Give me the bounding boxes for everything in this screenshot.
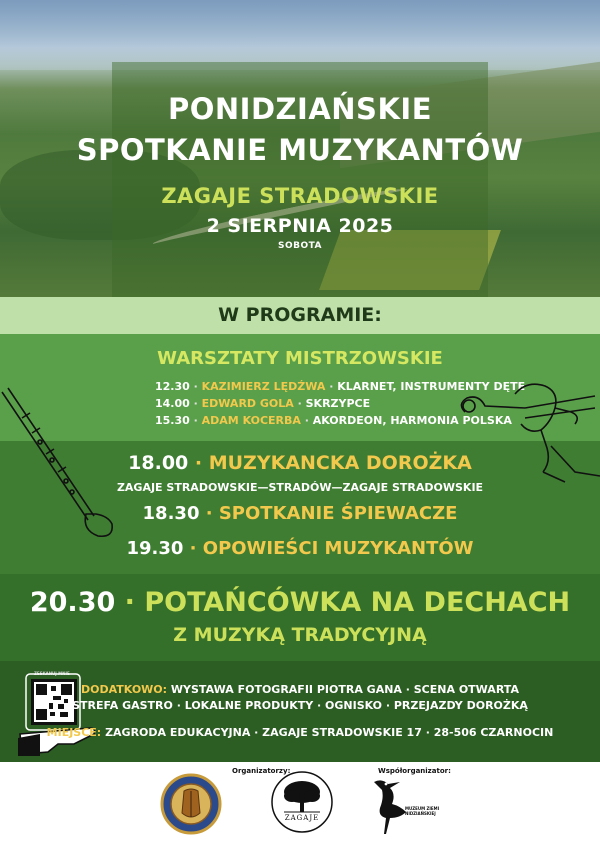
main-event-subtitle: Z MUZYKĄ TRADYCYJNĄ [173, 624, 427, 646]
event-date: 2 SIERPNIA 2025 [206, 215, 394, 237]
workshop-master: KAZIMIERZ LĘDŹWA [201, 380, 326, 393]
workshop-item: 12.30 · KAZIMIERZ LĘDŹWA · KLARNET, INSTRUMENTY DĘTE [155, 380, 526, 393]
event-row: 18.00 · MUZYKANCKA DOROŻKA [128, 452, 472, 474]
main-event-name: POTAŃCÓWKA NA DECHACH [144, 587, 571, 618]
extra-label: DODATKOWO: [81, 683, 168, 696]
event-row: 18.30 · SPOTKANIE ŚPIEWACZE [142, 503, 458, 524]
workshop-item: 14.00 · EDWARD GOLA · SKRZYPCE [155, 397, 371, 410]
carriage-route: ZAGAJE STRADOWSKIE—STRADÓW—ZAGAJE STRADOWSKIE [116, 481, 484, 494]
extra-attractions-line1 [0, 683, 600, 696]
workshop-time: 14.00 [155, 397, 190, 410]
workshop-time: 15.30 [155, 414, 190, 427]
event-place: ZAGAJE STRADOWSKIE [161, 184, 439, 208]
extra-attractions-line2: STREFA GASTRO · LOKALNE PRODUKTY · OGNISKO · PRZEJAZDY DOROŻKĄ [72, 699, 528, 712]
workshop-master: EDWARD GOLA [201, 397, 294, 410]
workshop-instrument: AKORDEON, HARMONIA POLSKA [312, 414, 512, 427]
museum-logo-text: MUZEUM ZIEMI NIDZIAŃSKIEJ [405, 806, 440, 816]
workshop-item: 15.30 · ADAM KOCERBA · AKORDEON, HARMONIA POLSKA [155, 414, 512, 427]
event-name: OPOWIEŚCI MUZYKANTÓW [202, 538, 474, 559]
zagaje-logo-text: ZAGAJE [284, 814, 320, 822]
event-day-of-week: SOBOTA [277, 241, 323, 251]
workshop-time: 12.30 [155, 380, 190, 393]
organizers-label: Organizatorzy: [232, 767, 291, 775]
qr-label: ZESKANUJ MNIE [34, 671, 70, 676]
workshops-title: WARSZTATY MISTRZOWSKIE [157, 348, 443, 369]
organizer-emblem-logo [160, 773, 222, 835]
event-name: MUZYKANCKA DOROŻKA [208, 452, 472, 474]
zagaje-logo [270, 770, 334, 834]
workshop-master: ADAM KOCERBA [201, 414, 301, 427]
location-label: MIEJSCE: [46, 726, 102, 739]
location-address: ZAGRODA EDUKACYJNA · ZAGAJE STRADOWSKIE 17 · 28-506 CZARNOCIN [105, 726, 554, 739]
event-title-line1: PONIDZIAŃSKIE [167, 92, 433, 126]
event-title-line2: SPOTKANIE MUZYKANTÓW [76, 133, 524, 167]
event-time: 19.30 [126, 538, 184, 559]
coorganizer-label: Współorganizator: [378, 767, 451, 775]
workshop-instrument: SKRZYPCE [305, 397, 371, 410]
program-heading-bar [0, 297, 600, 334]
event-row: 19.30 · OPOWIEŚCI MUZYKANTÓW [126, 538, 474, 559]
main-event-time: 20.30 [29, 587, 116, 618]
location-line [0, 726, 600, 739]
event-time: 18.00 [128, 452, 189, 474]
event-name: SPOTKANIE ŚPIEWACZE [218, 503, 458, 524]
extra-text: WYSTAWA FOTOGRAFII PIOTRA GANA · SCENA OTWARTA [170, 683, 519, 696]
program-heading: W PROGRAMIE: [218, 304, 382, 326]
main-event-row: 20.30 · POTAŃCÓWKA NA DECHACH [29, 587, 571, 618]
event-time: 18.30 [142, 503, 200, 524]
workshop-instrument: KLARNET, INSTRUMENTY DĘTE [337, 380, 526, 393]
museum-heron-logo [370, 774, 440, 836]
